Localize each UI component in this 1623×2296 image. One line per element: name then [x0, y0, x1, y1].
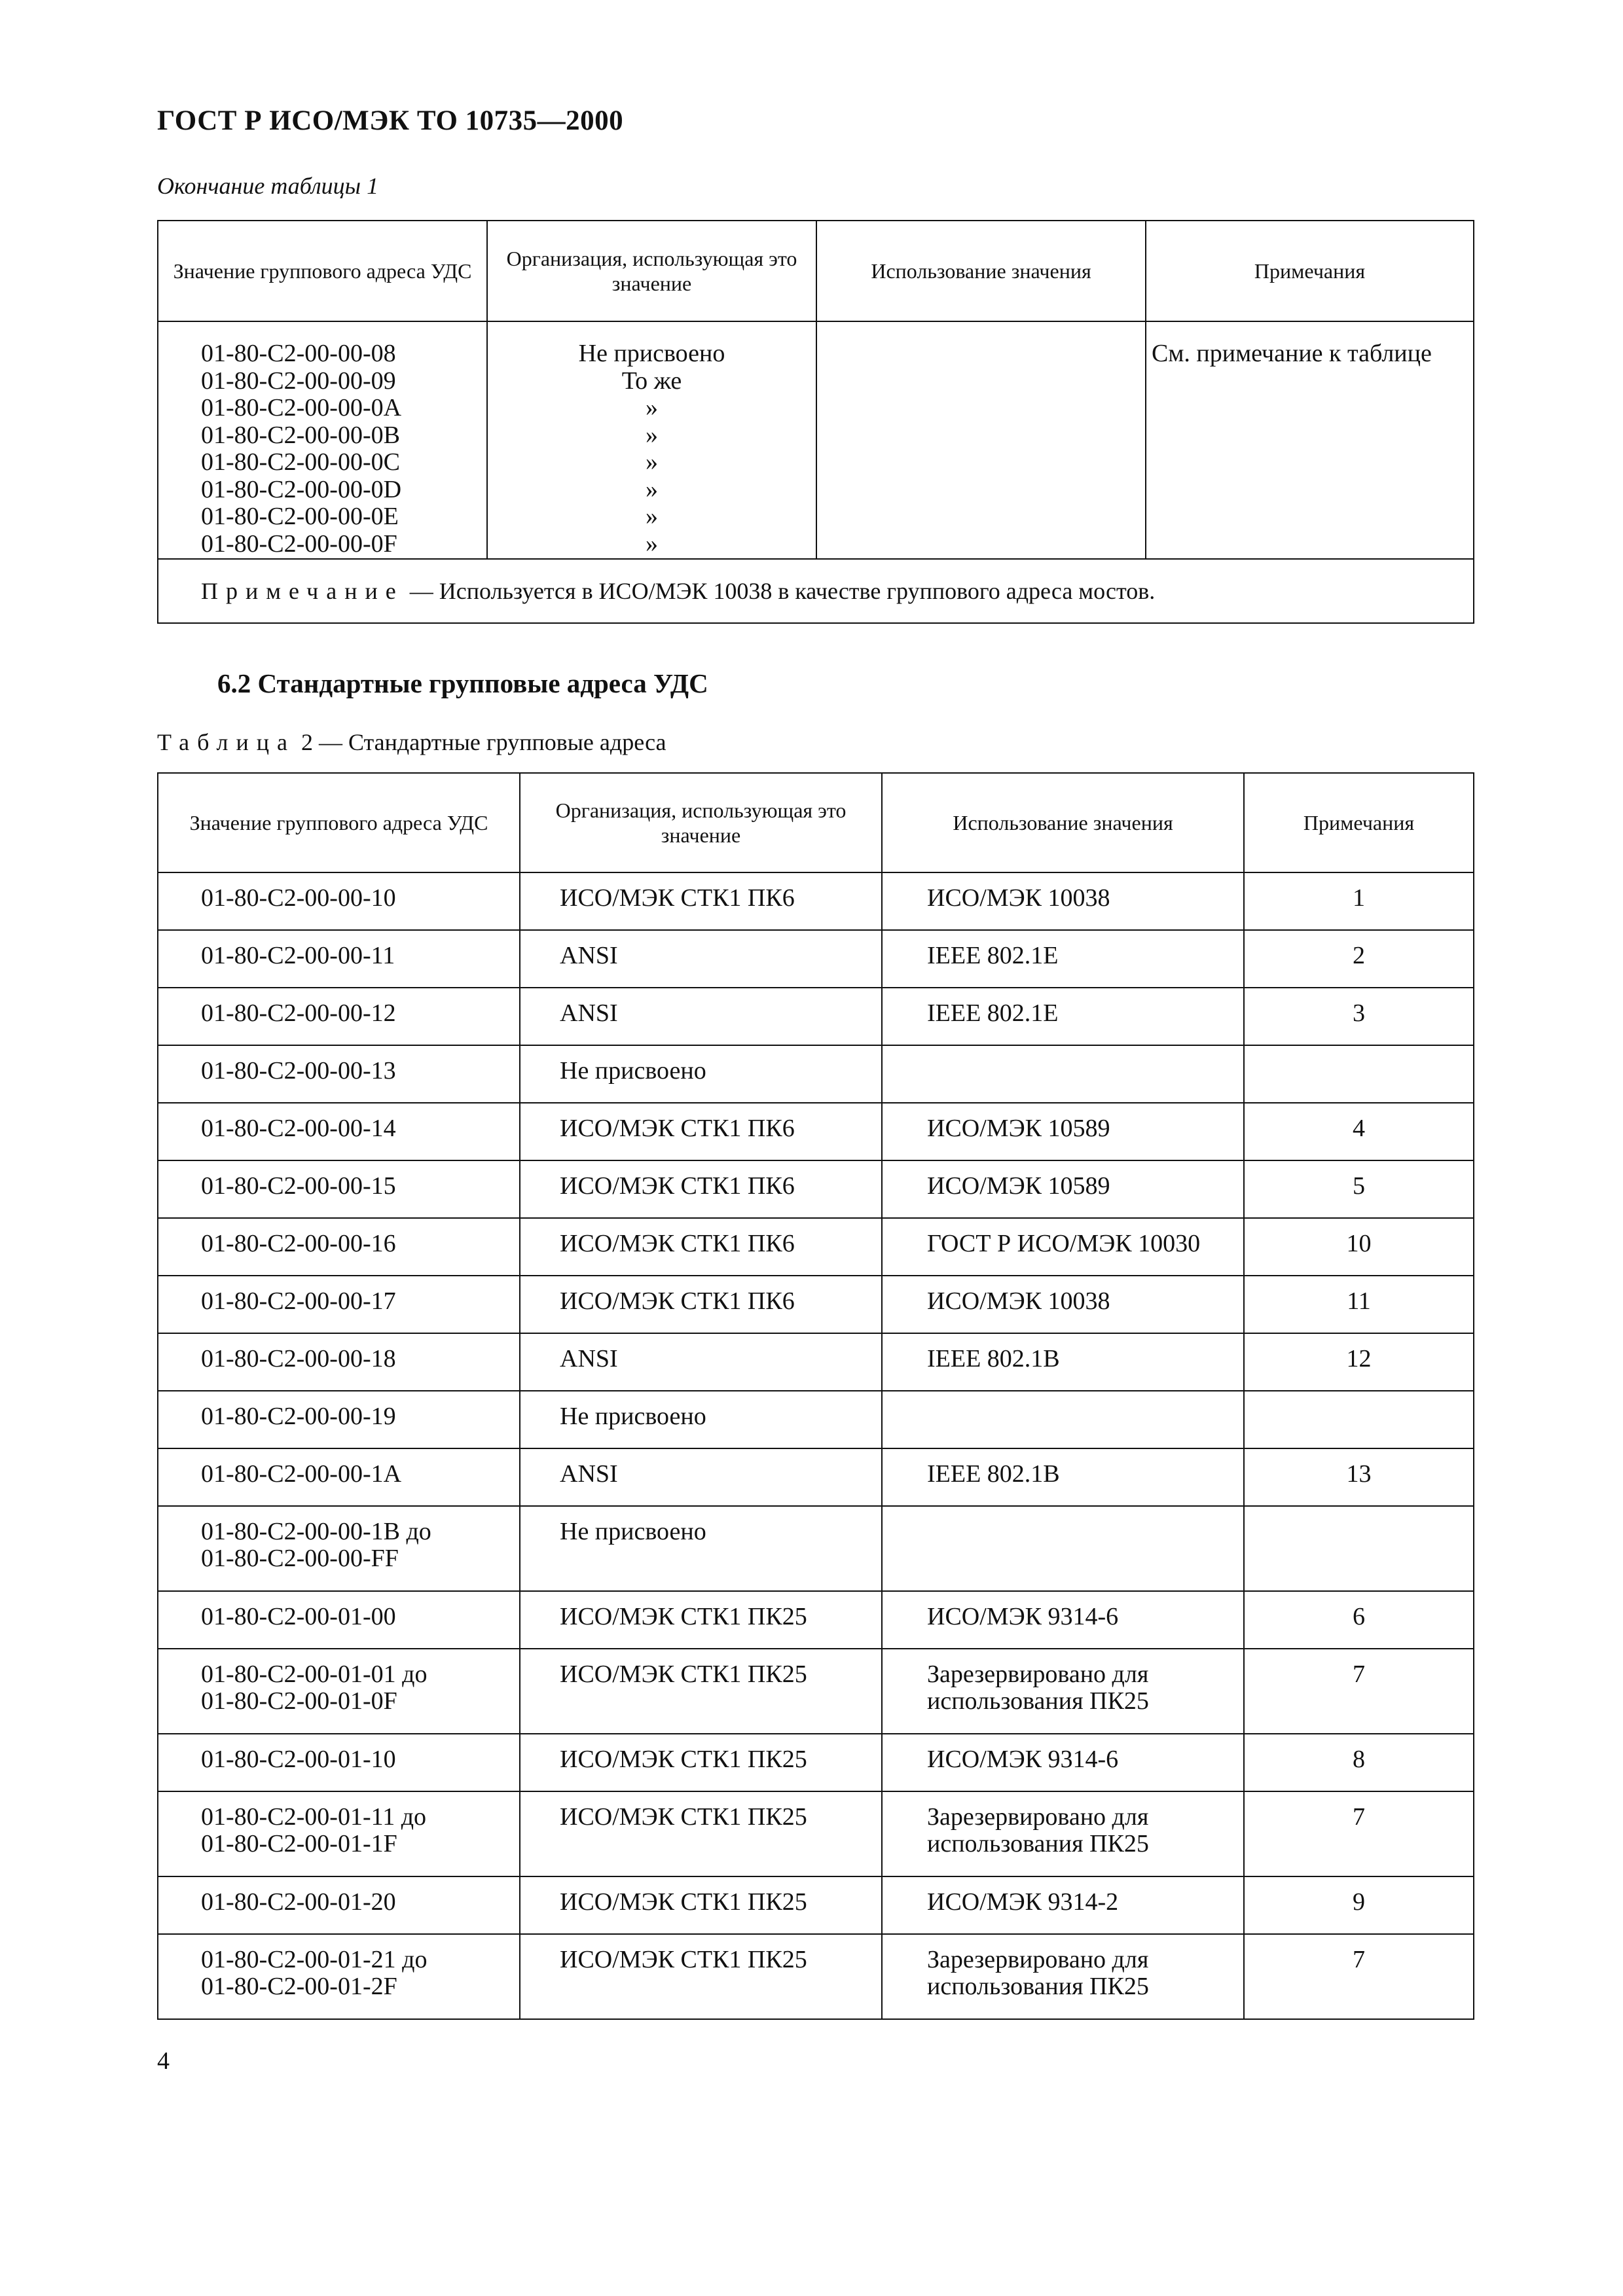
organization-text: ИСО/МЭК СТК1 ПК6	[560, 1172, 795, 1200]
table1-organization: »	[646, 503, 658, 530]
table1-address: 01-80-C2-00-00-08	[201, 340, 396, 367]
usage-text: Зарезервировано для	[927, 1660, 1149, 1688]
table1-organization: То же	[621, 367, 682, 395]
address-cell	[158, 1876, 520, 1934]
table1-organization: »	[646, 421, 658, 449]
usage-cell	[882, 1506, 1244, 1591]
note-text: 5	[1353, 1172, 1365, 1200]
table1-note-text: — Используется в ИСО/МЭК 10038 в качестве группового адреса мостов.	[409, 578, 1156, 604]
usage-text: IEEE 802.1E	[927, 942, 1059, 969]
usage-cell	[882, 1876, 1244, 1934]
organization-cell	[520, 1333, 882, 1391]
table1-note-label: Примечание	[201, 578, 404, 604]
organization-text: ИСО/МЭК СТК1 ПК6	[560, 1287, 795, 1315]
usage-cell	[882, 1448, 1244, 1506]
table1-organization-cell	[487, 321, 816, 559]
note-text: 1	[1353, 884, 1365, 912]
address-text: 01-80-C2-00-01-10	[201, 1746, 396, 1773]
table1-organization: »	[646, 448, 658, 476]
table-row	[158, 1591, 1474, 1649]
organization-text: ИСО/МЭК СТК1 ПК25	[560, 1660, 807, 1688]
note-cell	[1244, 1218, 1474, 1276]
usage-text: использования ПК25	[927, 1830, 1149, 1857]
organization-cell	[520, 1791, 882, 1876]
table-row	[158, 930, 1474, 988]
table-row	[158, 1218, 1474, 1276]
table1-header-row	[158, 221, 1474, 321]
usage-text: ИСО/МЭК 9314-6	[927, 1746, 1119, 1773]
usage-text: использования ПК25	[927, 1973, 1149, 2000]
table2-header-row	[158, 773, 1474, 872]
table-row	[158, 1391, 1474, 1448]
note-text: 7	[1353, 1946, 1365, 1973]
note-cell	[1244, 1276, 1474, 1333]
usage-cell	[882, 988, 1244, 1045]
address-cell	[158, 1734, 520, 1791]
address-cell	[158, 1103, 520, 1160]
table1-note-row	[158, 559, 1474, 623]
note-text: 7	[1353, 1803, 1365, 1831]
table-row	[158, 1276, 1474, 1333]
note-text: 8	[1353, 1746, 1365, 1773]
usage-cell	[882, 1734, 1244, 1791]
table1-organization: »	[646, 475, 658, 503]
note-text: 12	[1346, 1345, 1372, 1372]
table2-caption	[157, 728, 666, 756]
address-cell	[158, 1218, 520, 1276]
note-cell	[1244, 872, 1474, 930]
address-text: 01-80-C2-00-01-00	[201, 1603, 396, 1630]
address-cell	[158, 1045, 520, 1103]
address-cell	[158, 1333, 520, 1391]
table-row	[158, 1734, 1474, 1791]
address-cell	[158, 1391, 520, 1448]
organization-text: ANSI	[560, 1345, 618, 1372]
table-row	[158, 872, 1474, 930]
note-cell	[1244, 1160, 1474, 1218]
organization-text: Не присвоено	[560, 1518, 706, 1545]
usage-text: ИСО/МЭК 9314-6	[927, 1603, 1119, 1630]
address-text: 01-80-C2-00-00-13	[201, 1057, 396, 1085]
note-cell	[1244, 1591, 1474, 1649]
table1-usage-cell	[816, 321, 1146, 559]
table1-address: 01-80-C2-00-00-0F	[201, 529, 397, 558]
organization-text: ИСО/МЭК СТК1 ПК25	[560, 1803, 807, 1831]
address-text: 01-80-C2-00-00-16	[201, 1230, 396, 1257]
usage-text: IEEE 802.1E	[927, 999, 1059, 1027]
address-cell	[158, 1649, 520, 1734]
organization-text: ANSI	[560, 999, 618, 1027]
address-text: 01-80-C2-00-01-2F	[201, 1973, 397, 2000]
address-cell	[158, 1934, 520, 2019]
organization-cell	[520, 1591, 882, 1649]
note-cell	[1244, 1391, 1474, 1448]
address-text: 01-80-C2-00-00-14	[201, 1115, 396, 1142]
note-cell	[1244, 1333, 1474, 1391]
address-text: 01-80-C2-00-00-12	[201, 999, 396, 1027]
table1-address: 01-80-C2-00-00-0A	[201, 394, 402, 422]
note-cell	[1244, 1649, 1474, 1734]
usage-cell	[882, 1103, 1244, 1160]
table2-caption-text: 2 — Стандартные групповые адреса	[301, 729, 666, 755]
table2-col-address: Значение группового адреса УДС	[158, 773, 520, 872]
address-text: 01-80-C2-00-01-0F	[201, 1687, 397, 1715]
table1-address: 01-80-C2-00-00-0E	[201, 503, 399, 530]
table-row	[158, 1934, 1474, 2019]
table2-col-organization: Организация, использующая это значение	[520, 773, 882, 872]
address-cell	[158, 1791, 520, 1876]
usage-text: использования ПК25	[927, 1687, 1149, 1715]
table1-col-usage: Использование значения	[816, 221, 1146, 321]
note-text: 2	[1353, 942, 1365, 969]
address-text: 01-80-C2-00-00-FF	[201, 1545, 399, 1572]
table1-address: 01-80-C2-00-00-0C	[201, 448, 400, 476]
usage-text: Зарезервировано для	[927, 1946, 1149, 1973]
note-cell	[1244, 988, 1474, 1045]
organization-text: ANSI	[560, 1460, 618, 1488]
usage-cell	[882, 1160, 1244, 1218]
note-text: 13	[1346, 1460, 1372, 1488]
table-row	[158, 1448, 1474, 1506]
address-cell	[158, 872, 520, 930]
table1-continuation-caption: Окончание таблицы 1	[157, 173, 379, 199]
organization-cell	[520, 1448, 882, 1506]
note-text: 6	[1353, 1603, 1365, 1630]
usage-cell	[882, 1934, 1244, 2019]
table1-address: 01-80-C2-00-00-0B	[201, 421, 400, 449]
address-cell	[158, 988, 520, 1045]
organization-cell	[520, 930, 882, 988]
table1-body-row	[158, 321, 1474, 559]
section-heading: 6.2 Стандартные групповые адреса УДС	[217, 668, 708, 698]
organization-cell	[520, 1876, 882, 1934]
table-row	[158, 1876, 1474, 1934]
table1-organization: »	[646, 529, 658, 558]
usage-text: ИСО/МЭК 10589	[927, 1172, 1110, 1200]
usage-cell	[882, 872, 1244, 930]
usage-text: ИСО/МЭК 9314-2	[927, 1888, 1119, 1916]
organization-text: ИСО/МЭК СТК1 ПК25	[560, 1603, 807, 1630]
organization-cell	[520, 1506, 882, 1591]
table-row	[158, 1045, 1474, 1103]
address-cell	[158, 1160, 520, 1218]
note-text: 10	[1346, 1230, 1372, 1257]
address-text: 01-80-C2-00-00-1A	[201, 1460, 402, 1488]
note-text: 3	[1353, 999, 1365, 1027]
document-header: ГОСТ Р ИСО/МЭК ТО 10735—2000	[157, 105, 624, 136]
address-text: 01-80-C2-00-00-19	[201, 1403, 396, 1430]
usage-cell	[882, 1649, 1244, 1734]
table-row	[158, 1333, 1474, 1391]
table2-caption-label: Таблица	[157, 729, 295, 755]
organization-cell	[520, 1103, 882, 1160]
usage-cell	[882, 1791, 1244, 1876]
organization-cell	[520, 1934, 882, 2019]
table1-organization: »	[646, 394, 658, 422]
organization-cell	[520, 1160, 882, 1218]
organization-text: ИСО/МЭК СТК1 ПК6	[560, 884, 795, 912]
note-text: 11	[1347, 1287, 1371, 1315]
organization-cell	[520, 1649, 882, 1734]
note-cell	[1244, 1045, 1474, 1103]
organization-text: Не присвоено	[560, 1403, 706, 1430]
table1-address-cell	[158, 321, 487, 559]
address-text: 01-80-C2-00-01-20	[201, 1888, 396, 1916]
address-text: 01-80-C2-00-00-15	[201, 1172, 396, 1200]
address-text: 01-80-C2-00-01-01 до	[201, 1660, 428, 1688]
usage-text: Зарезервировано для	[927, 1803, 1149, 1831]
usage-cell	[882, 1276, 1244, 1333]
table1-address: 01-80-C2-00-00-09	[201, 367, 396, 395]
address-text: 01-80-C2-00-00-1B до	[201, 1518, 431, 1545]
table2	[157, 772, 1474, 2020]
table1-note	[158, 559, 1474, 623]
usage-cell	[882, 1045, 1244, 1103]
address-cell	[158, 930, 520, 988]
page-number: 4	[157, 2047, 170, 2075]
organization-cell	[520, 872, 882, 930]
table-row	[158, 1160, 1474, 1218]
usage-cell	[882, 1333, 1244, 1391]
address-cell	[158, 1506, 520, 1591]
organization-cell	[520, 1218, 882, 1276]
usage-text: IEEE 802.1B	[927, 1345, 1060, 1372]
note-text: 4	[1353, 1115, 1365, 1142]
table-row	[158, 1103, 1474, 1160]
address-text: 01-80-C2-00-00-10	[201, 884, 396, 912]
table1-col-address: Значение группового адреса УДС	[158, 221, 487, 321]
organization-cell	[520, 1734, 882, 1791]
note-cell	[1244, 1876, 1474, 1934]
address-cell	[158, 1591, 520, 1649]
note-cell	[1244, 1791, 1474, 1876]
address-cell	[158, 1276, 520, 1333]
address-text: 01-80-C2-00-00-18	[201, 1345, 396, 1372]
table1	[157, 220, 1474, 624]
organization-text: ANSI	[560, 942, 618, 969]
table-row	[158, 1649, 1474, 1734]
usage-cell	[882, 1391, 1244, 1448]
note-cell	[1244, 1103, 1474, 1160]
address-text: 01-80-C2-00-00-11	[201, 942, 395, 969]
table1-organization: Не присвоено	[578, 340, 725, 367]
table-row	[158, 1506, 1474, 1591]
address-text: 01-80-C2-00-01-11 до	[201, 1803, 427, 1831]
table2-col-usage: Использование значения	[882, 773, 1244, 872]
note-cell	[1244, 1934, 1474, 2019]
usage-text: IEEE 802.1B	[927, 1460, 1060, 1488]
organization-cell	[520, 1391, 882, 1448]
usage-cell	[882, 1218, 1244, 1276]
table1-col-organization: Организация, использующая это значение	[487, 221, 816, 321]
usage-text: ИСО/МЭК 10038	[927, 1287, 1110, 1315]
organization-cell	[520, 1045, 882, 1103]
table2-col-remarks: Примечания	[1244, 773, 1474, 872]
note-cell	[1244, 930, 1474, 988]
table1-remark-cell: См. примечание к таблице	[1146, 321, 1474, 559]
organization-text: ИСО/МЭК СТК1 ПК25	[560, 1888, 807, 1916]
usage-text: ГОСТ Р ИСО/МЭК 10030	[927, 1230, 1201, 1257]
organization-text: ИСО/МЭК СТК1 ПК25	[560, 1746, 807, 1773]
table1-address: 01-80-C2-00-00-0D	[201, 475, 402, 503]
table-row	[158, 988, 1474, 1045]
organization-cell	[520, 1276, 882, 1333]
note-cell	[1244, 1734, 1474, 1791]
note-text: 7	[1353, 1660, 1365, 1688]
usage-cell	[882, 930, 1244, 988]
organization-text: Не присвоено	[560, 1057, 706, 1085]
table-row	[158, 1791, 1474, 1876]
note-text: 9	[1353, 1888, 1365, 1916]
table2-body	[158, 872, 1474, 2019]
usage-cell	[882, 1591, 1244, 1649]
address-text: 01-80-C2-00-00-17	[201, 1287, 396, 1315]
address-cell	[158, 1448, 520, 1506]
organization-text: ИСО/МЭК СТК1 ПК6	[560, 1230, 795, 1257]
usage-text: ИСО/МЭК 10038	[927, 884, 1110, 912]
organization-text: ИСО/МЭК СТК1 ПК25	[560, 1946, 807, 1973]
table1-col-remarks: Примечания	[1146, 221, 1474, 321]
note-cell	[1244, 1448, 1474, 1506]
note-cell	[1244, 1506, 1474, 1591]
address-text: 01-80-C2-00-01-1F	[201, 1830, 397, 1857]
usage-text: ИСО/МЭК 10589	[927, 1115, 1110, 1142]
organization-text: ИСО/МЭК СТК1 ПК6	[560, 1115, 795, 1142]
organization-cell	[520, 988, 882, 1045]
address-text: 01-80-C2-00-01-21 до	[201, 1946, 428, 1973]
